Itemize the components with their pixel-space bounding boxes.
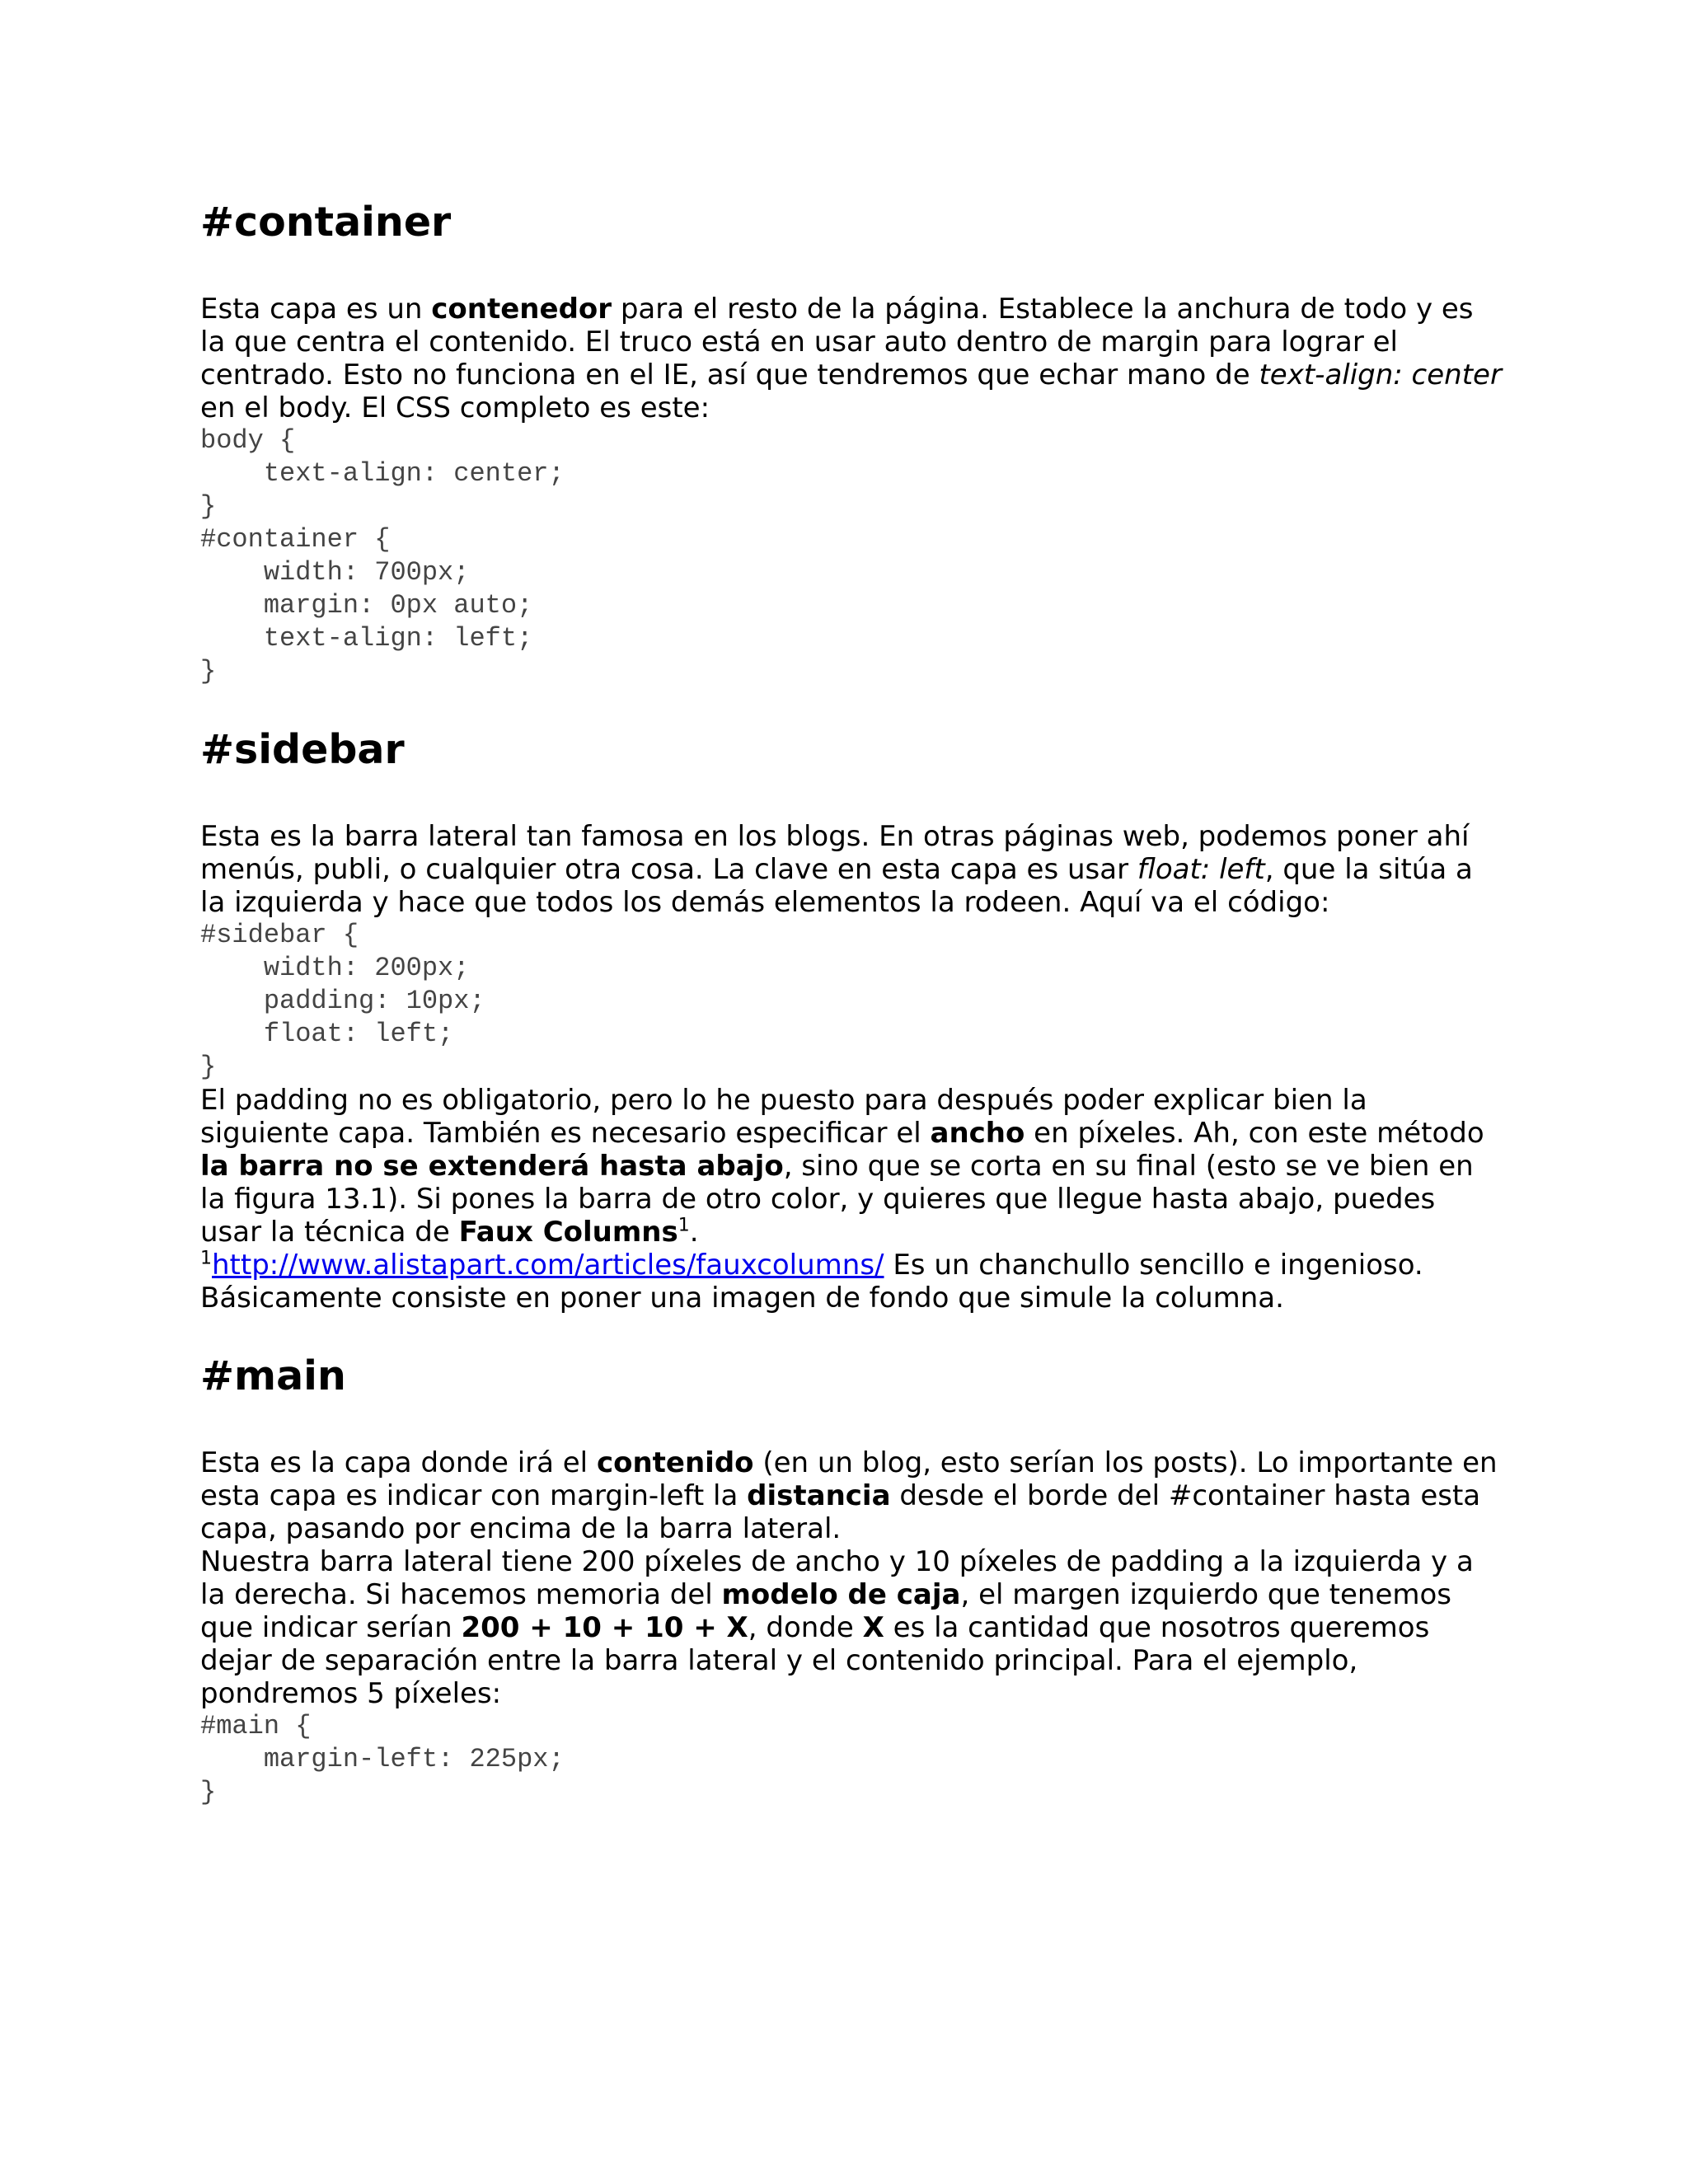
- bold-text: Faux Columns: [458, 1216, 678, 1249]
- text-span: (en un blog, esto serían los posts). Lo importante en esta capa es indicar con margin-left la: [200, 1446, 1498, 1512]
- text-span: .: [689, 1216, 699, 1249]
- paragraph-main-detail: [200, 1545, 1503, 1710]
- footnote: [200, 1249, 1503, 1315]
- paragraph-sidebar-notes: [200, 1084, 1503, 1249]
- italic-text: text-align: center: [1259, 359, 1502, 391]
- bold-text: modelo de caja: [721, 1578, 961, 1611]
- code-block-sidebar: #sidebar { width: 200px; padding: 10px; float: left; }: [200, 920, 485, 1082]
- paragraph-container-intro: [200, 293, 1503, 424]
- bold-text: ancho: [930, 1117, 1025, 1150]
- text-span: , el margen izquierdo que tenemos que indicar serían: [200, 1578, 1452, 1644]
- spacer: [200, 251, 1503, 293]
- spacer: [200, 1405, 1503, 1446]
- section-heading-container: #container: [200, 199, 452, 246]
- text-span: , donde: [748, 1611, 863, 1644]
- bold-text: la barra no se extenderá hasta abajo: [200, 1150, 784, 1183]
- footnote-link[interactable]: http://www.alistapart.com/articles/fauxcolumns/: [212, 1249, 884, 1282]
- text-span: es la cantidad que nosotros queremos dejar de separación entre la barra lateral y el contenido principal. Para el ejemplo, pondremos 5 píxeles:: [200, 1611, 1430, 1710]
- code-block-container: body { text-align: center; } #container { width: 700px; margin: 0px auto; text-align: left; }: [200, 425, 565, 687]
- paragraph-main-intro: [200, 1446, 1503, 1545]
- bold-text: contenedor: [431, 293, 612, 326]
- code-block-main: #main { margin-left: 225px; }: [200, 1711, 565, 1807]
- footnote-number: 1: [200, 1248, 212, 1269]
- section-heading-main: #main: [200, 1352, 346, 1399]
- section-heading-sidebar: #sidebar: [200, 726, 405, 773]
- text-span: Es un chanchullo sencillo e ingenioso. Básicamente consiste en poner una imagen de fondo que simule la columna.: [200, 1249, 1423, 1315]
- bold-text: X: [862, 1611, 884, 1644]
- document-body: [200, 194, 1503, 1809]
- text-span: , sino que se corta en su final (esto se ve bien en la figura 13.1). Si pones la barra de otro color, y quieres que llegue hasta abajo, puedes usar la técnica de: [200, 1150, 1474, 1249]
- bold-text: distancia: [747, 1479, 891, 1512]
- text-span: , que la sitúa a la izquierda y hace que todos los demás elementos la rodeen. Aquí va el código:: [200, 853, 1473, 919]
- italic-text: float: left: [1137, 853, 1265, 886]
- footnote-marker: 1: [678, 1215, 690, 1236]
- text-span: Esta capa es un: [200, 293, 432, 326]
- text-span: Esta es la barra lateral tan famosa en los blogs. En otras páginas web, podemos poner ahí menús, publi, o cualquier otra cosa. La clave en esta capa es usar: [200, 820, 1470, 886]
- text-span: El padding no es obligatorio, pero lo he puesto para después poder explicar bien la siguiente capa. También es necesario especificar el: [200, 1084, 1367, 1150]
- text-span: Esta es la capa donde irá el: [200, 1446, 597, 1479]
- bold-text: 200 + 10 + 10 + X: [461, 1611, 748, 1644]
- text-span: en píxeles. Ah, con este método: [1025, 1117, 1484, 1150]
- spacer: [200, 779, 1503, 820]
- text-span: para el resto de la página. Establece la anchura de todo y es la que centra el contenido. El truco está en usar auto dentro de margin para lograr el centrado. Esto no funciona en el IE, así que tendremos que echar mano de: [200, 293, 1474, 391]
- text-span: en el body. El CSS completo es este:: [200, 391, 710, 424]
- text-span: desde el borde del #container hasta esta capa, pasando por encima de la barra lateral.: [200, 1479, 1481, 1545]
- bold-text: contenido: [596, 1446, 754, 1479]
- paragraph-sidebar-intro: [200, 820, 1503, 919]
- text-span: Nuestra barra lateral tiene 200 píxeles de ancho y 10 píxeles de padding a la izquierda y a la derecha. Si hacemos memoria del: [200, 1545, 1474, 1611]
